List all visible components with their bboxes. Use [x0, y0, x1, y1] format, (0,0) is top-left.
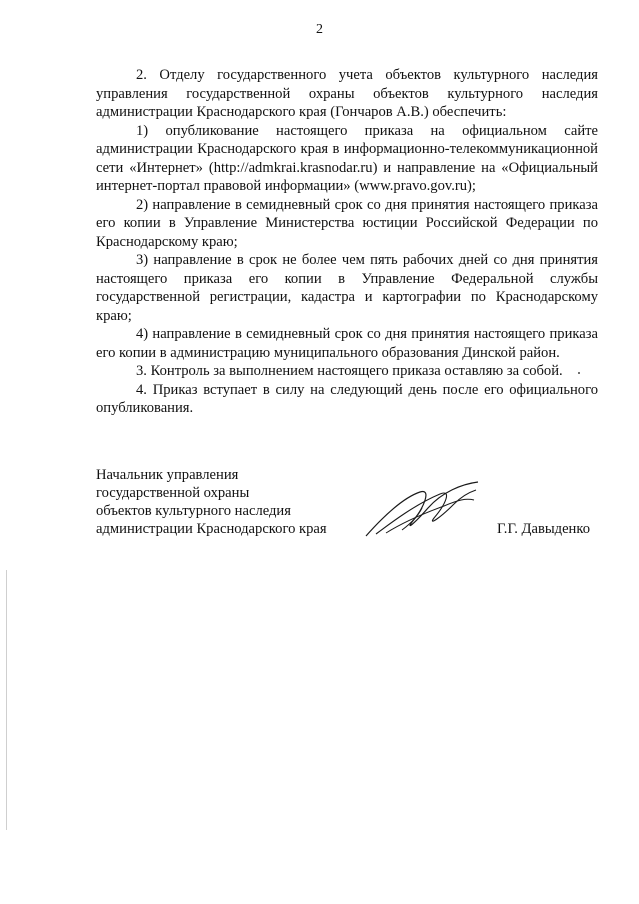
- paragraph-item-2: 2. Отделу государственного учета объектов культурного наследия управления государственной охраны объектов культурного наследия администрации Краснодарского края (Гончаров А.В.) обеспечить:: [96, 67, 598, 120]
- paragraph-subitem-1: 1) опубликование настоящего приказа на официальном сайте администрации Краснодарского края в информационно-телекоммуникационной сети «Интернет» (http://admkrai.krasnodar.ru) и направление на «Официальный интернет-портал правовой информации» (www.pravo.gov.ru);: [96, 122, 598, 194]
- signatory-title-line: государственной охраны: [96, 485, 250, 501]
- signatory-title: [96, 466, 327, 538]
- signatory-title-line: объектов культурного наследия: [96, 503, 291, 519]
- page-number: 2: [316, 22, 323, 37]
- paragraph-subitem-2: 2) направление в семидневный срок со дня принятия настоящего приказа его копии в Управление Министерства юстиции Российской Федерации по Краснодарскому краю;: [96, 196, 598, 250]
- paragraph-item-4: 4. Приказ вступает в силу на следующий день после его официального опубликования.: [96, 381, 598, 416]
- paragraph-item-3: 3. Контроль за выполнением настоящего приказа оставляю за собой.: [136, 363, 563, 379]
- signatory-title-line: администрации Краснодарского края: [96, 521, 327, 537]
- handwritten-signature: [362, 478, 482, 540]
- scan-speck: [578, 372, 580, 374]
- signatory-name: Г.Г. Давыденко: [497, 521, 591, 537]
- signatory-title-line: Начальник управления: [96, 467, 239, 483]
- paragraph-subitem-4: 4) направление в семидневный срок со дня принятия настоящего приказа его копии в администрацию муниципального образования Динской район.: [96, 326, 598, 361]
- paragraph-subitem-3: 3) направление в срок не более чем пять рабочих дней со дня принятия настоящего приказа его копии в Управление Федеральной службы государственной регистрации, кадастра и картографии по Краснодарскому краю;: [96, 252, 598, 324]
- document-body: [96, 66, 598, 418]
- scan-edge-mark: [6, 570, 7, 830]
